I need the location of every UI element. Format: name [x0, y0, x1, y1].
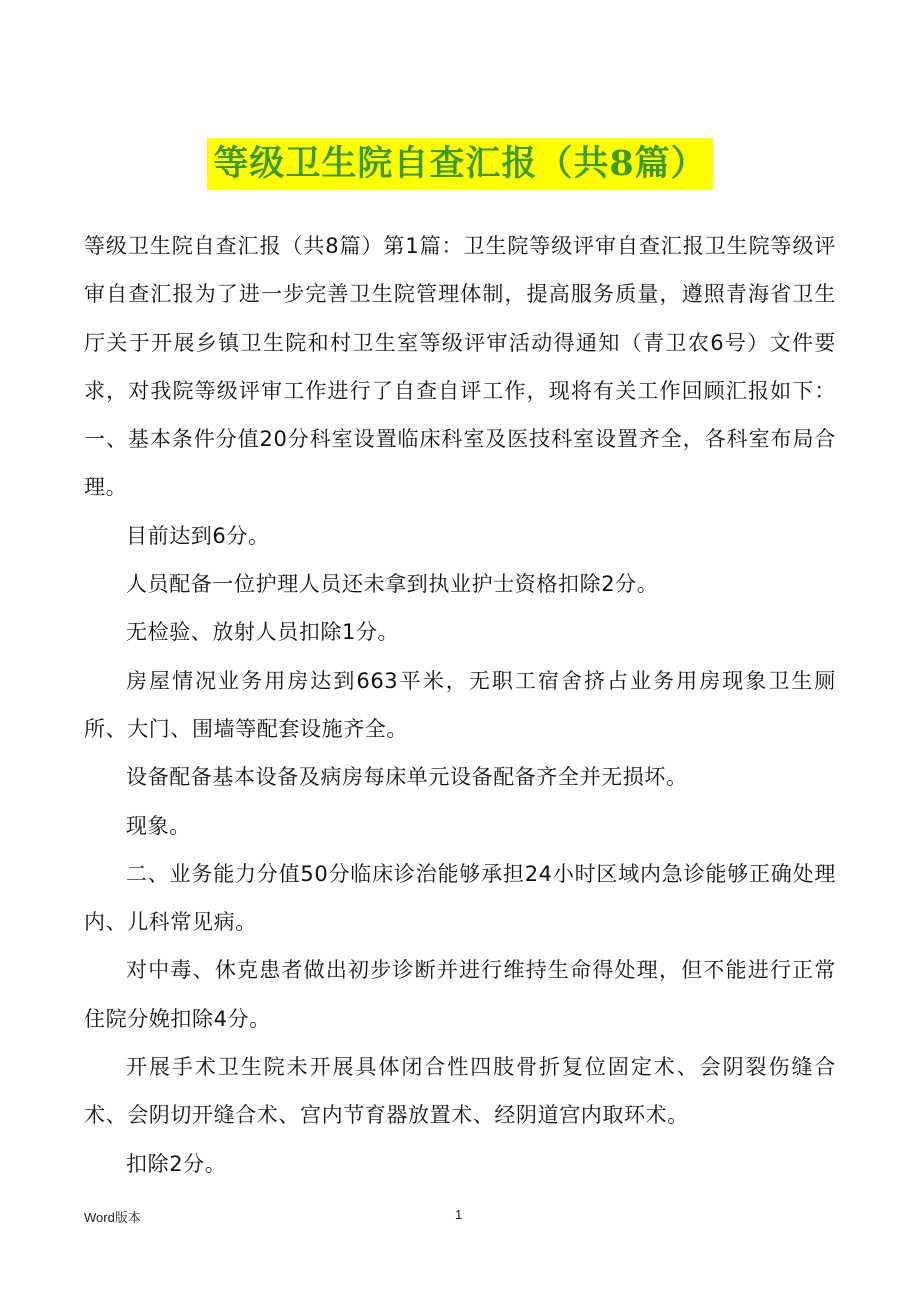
footer-page-number: 1 — [455, 1207, 463, 1222]
paragraph: 现象。 — [126, 813, 191, 838]
paragraph: 开展手术卫生院未开展具体闭合性四肢骨折复位固定术、会阴裂伤缝合术、会阴切开缝合术、宫内节育器放置术、经阴道宫内取环术。 — [84, 1055, 836, 1128]
paragraph: 二、业务能力分值50分临床诊治能够承担24小时区域内急诊能够正确处理内、儿科常见病。 — [84, 861, 836, 935]
paragraph: 无检验、放射人员扣除1分。 — [126, 620, 400, 645]
document-body — [84, 222, 836, 1188]
paragraph: 扣除2分。 — [126, 1151, 227, 1176]
paragraph: 房屋情况业务用房达到663平米，无职工宿舍挤占业务用房现象卫生厕所、大门、围墙等配套设施齐全。 — [84, 668, 836, 741]
paragraph: 对中毒、休克患者做出初步诊断并进行维持生命得处理，但不能进行正常住院分娩扣除4分。 — [84, 958, 836, 1031]
paragraph: 人员配备一位护理人员还未拿到执业护士资格扣除2分。 — [126, 572, 659, 597]
title-container — [0, 138, 920, 190]
paragraph: 目前达到6分。 — [126, 523, 270, 548]
paragraph: 等级卫生院自查汇报（共8篇）第1篇：卫生院等级评审自查汇报卫生院等级评审自查汇报为了进一步完善卫生院管理体制，提高服务质量，遵照青海省卫生厅关于开展乡镇卫生院和村卫生室等级评审活动得通知（青卫农6号）文件要求，对我院等级评审工作进行了自查自评工作，现将有关工作回顾汇报如下：一、基本条件分值20分科室设置临床科室及医技科室设置齐全，各科室布局合理。 — [84, 234, 836, 500]
footer-word-label: Word版本 — [84, 1210, 141, 1225]
paragraph: 设备配备基本设备及病房每床单元设备配备齐全并无损坏。 — [126, 765, 688, 790]
document-title: 等级卫生院自查汇报（共8篇） — [207, 138, 712, 190]
